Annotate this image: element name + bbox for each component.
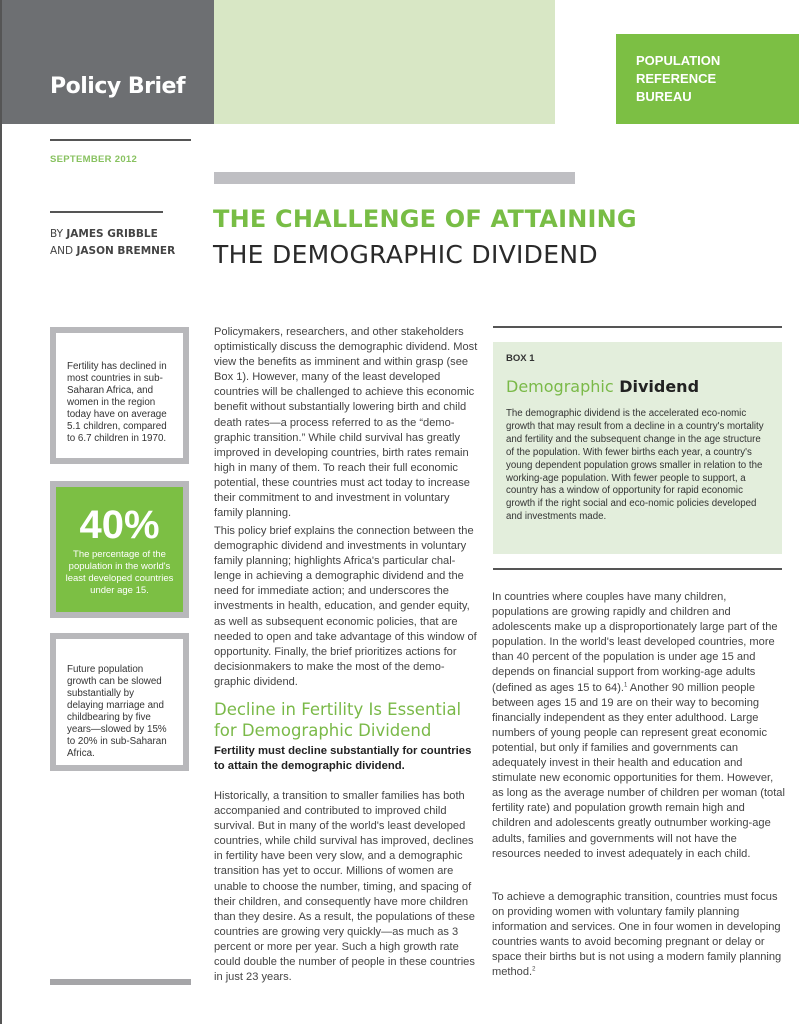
box-body: The demographic dividend is the accelerated eco-nomic growth that may result from a decline in a country's mortality and fertility and the subsequent change in the age structure of the population. With fewer births each year, a country's young dependent population grows smaller in relation to the working-age population. With fewer people to support, a country has a window of opportunity for rapid economic growth if the right social and eco-nomic policies developed and investments made. <box>506 408 764 523</box>
section-lead: Fertility must decline substantially for countries to attain the demographic dividend. <box>214 745 472 772</box>
body-text: Another 90 million people between ages 15 and 19 are on their way to becoming financially independent as they enter adulthood. Large numbers of young people can represent great economic potential, but only if families and governments can adequately invest in their health and education and stimulate new economic opportunities for them. However, as long as the average number of children per woman (total fertility rate) and population growth remain high and children and adolescents greatly outnumber working-age adults, families and governments will not have the resources needed to invest adequately in each child. <box>492 681 785 860</box>
publication-date: SEPTEMBER 2012 <box>50 154 138 165</box>
intro-paragraph <box>214 325 478 536</box>
divider <box>50 139 191 141</box>
sidebar-fact-text: Future population growth can be slowed substantially by delaying marriage and childbearing by five years—slowed by 15% to 20% in sub-Saharan Africa. <box>67 664 167 759</box>
sidebar-stat-box <box>50 481 189 618</box>
box-1-sidebar <box>493 342 782 554</box>
byline-prefix: BY <box>50 228 67 240</box>
footnote-ref[interactable]: 1 <box>623 681 628 688</box>
publisher-line: REFERENCE <box>636 71 717 86</box>
author-name: JAMES GRIBBLE <box>66 228 158 240</box>
footer-bar-decoration <box>50 979 191 985</box>
divider <box>493 568 782 570</box>
header-green-panel <box>214 0 555 124</box>
stat-value: 40% <box>79 503 160 547</box>
body-paragraph: Policymakers, researchers, and other stakeholders optimistically discuss the demographic dividend. Most view the benefits as imminent and within grasp (see Box 1). However, many of the least developed countries will be challenged to achieve this economic benefit without substantially lowering birth and child death rates—a process referred to as the “demo-graphic transition.” While child survival has greatly improved in developing countries, birth rates remain high in many of them. To reach their full economic potential, these countries must act today to increase their commitment to and investment in voluntary family planning. <box>214 326 478 520</box>
column2-paragraph <box>492 890 786 996</box>
sidebar-fact-box <box>50 633 189 771</box>
body-paragraph <box>492 590 786 862</box>
title-line-2: THE DEMOGRAPHIC DIVIDEND <box>213 240 598 269</box>
body-text: In countries where couples have many children, populations are growing rapidly and children and adolescents make up a disproportionately large part of the population. In the world's least developed countries, more than 40 percent of the population is under age 15 and depends on financial support from working-age adults (defined as ages 15 to 64). <box>492 591 778 694</box>
box-title <box>506 377 769 396</box>
column2-paragraph <box>492 590 786 877</box>
publisher-line: POPULATION <box>636 53 721 68</box>
body-text: To achieve a demographic transition, countries must focus on providing women with voluntary family planning information and services. One in four women in developing countries wants to avoid becoming pregnant or delay or space their births but is not using a modern family planning method. <box>492 891 782 979</box>
body-paragraph <box>492 890 786 981</box>
sidebar-fact-text: Fertility has declined in most countries in sub-Saharan Africa, and women in the region today have on average 5.1 children, compared to 6.7 children in 1970. <box>67 361 167 444</box>
publisher-logo <box>616 34 799 124</box>
header-gray-panel <box>2 0 214 124</box>
title-line-1: THE CHALLENGE OF ATTAINING <box>213 205 637 233</box>
footnote-ref[interactable]: 2 <box>532 966 536 973</box>
overview-paragraph <box>214 524 478 705</box>
box-title-dark: Dividend <box>613 377 700 396</box>
publisher-line: BUREAU <box>636 89 692 104</box>
section-heading: Decline in Fertility Is Essential for Demographic Dividend <box>214 700 462 740</box>
sidebar-fact-box <box>50 327 189 464</box>
byline <box>50 226 175 260</box>
divider <box>50 211 163 213</box>
box-label: BOX 1 <box>506 353 535 364</box>
title-bar-decoration <box>214 172 575 184</box>
body-paragraph: This policy brief explains the connection between the demographic dividend and investments in voluntary family planning; highlights Africa's particular chal-lenge in achieving a demographic dividend and the need for immediate action; and underscores the investments in health, education, and gender equity, as well as subsequent economic policies, that are needed to open and take advantage of this window of opportunity. Finally, the brief prioritizes actions for decisionmakers to make the most of the demo-graphic dividend. <box>214 525 477 688</box>
stat-caption: The percentage of the population in the world's least developed countries under age 15. <box>65 549 174 596</box>
byline-prefix: AND <box>50 245 77 257</box>
author-name: JASON BREMNER <box>76 245 176 257</box>
body-paragraph: Historically, a transition to smaller families has both accompanied and contributed to improved child survival. But in many of the world's least developed countries, while child survival has improved, declines in fertility have been very slow, and a demographic transition has yet to occur. Millions of women are unable to choose the number, timing, and spacing of their children, and consequently have more children than they desire. As a result, the populations of these countries are growing very quickly—as much as 3 percent or more per year. Such a high growth rate could double the number of people in these countries in just 23 years. <box>214 790 475 984</box>
box-title-green: Demographic <box>506 377 614 396</box>
section-body <box>214 789 484 1000</box>
divider <box>493 326 782 328</box>
document-type-label: Policy Brief <box>50 74 186 99</box>
